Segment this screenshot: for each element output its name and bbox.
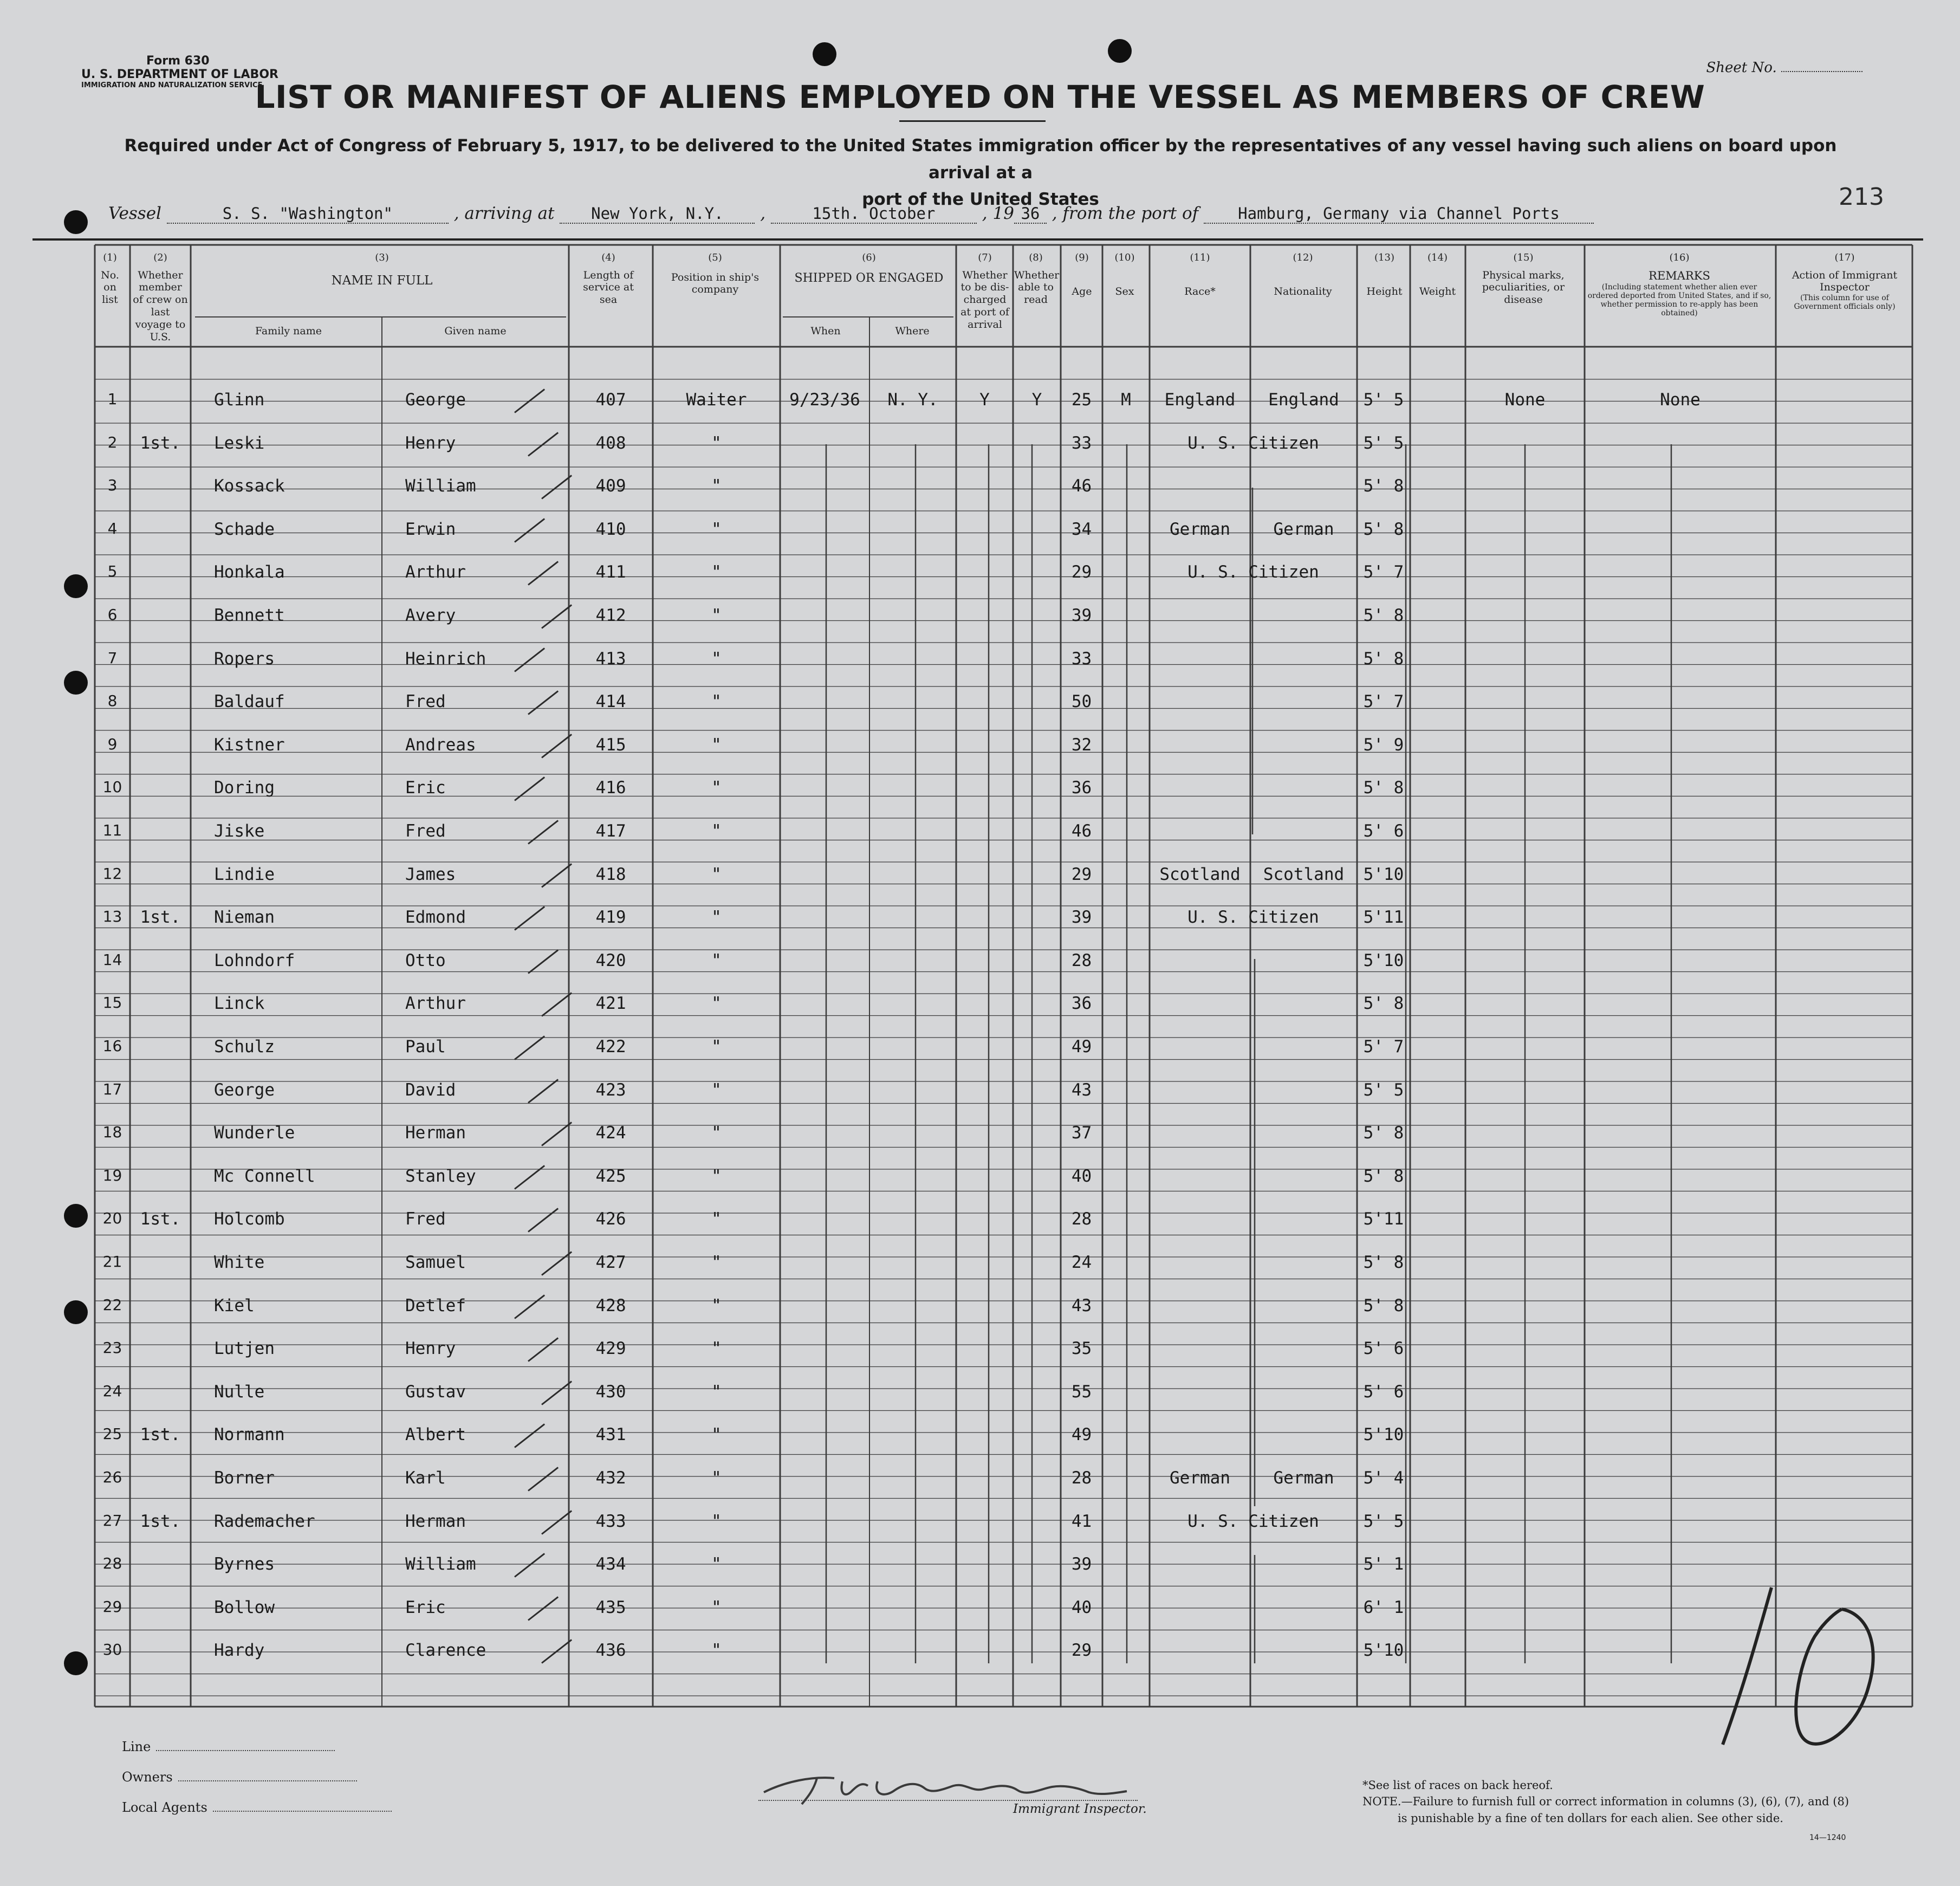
cell-height: 5' 9 xyxy=(1363,735,1404,755)
cell-height: 5'10 xyxy=(1363,950,1404,970)
cell-position: " xyxy=(711,1382,722,1402)
cell-family: Baldauf xyxy=(214,692,285,712)
service-name: IMMIGRATION AND NATURALIZATION SERVICE xyxy=(81,81,263,89)
cell-height: 5'10 xyxy=(1363,1641,1404,1661)
cell-n: 18 xyxy=(102,1123,122,1142)
cell-height: 5'11 xyxy=(1363,1209,1404,1229)
cell-family: Nieman xyxy=(214,908,275,928)
arrival-year: 36 xyxy=(1014,204,1047,224)
cell-service: 430 xyxy=(595,1382,626,1402)
cell-position: " xyxy=(711,994,722,1014)
cell-age: 43 xyxy=(1071,1080,1092,1100)
cell-race: German xyxy=(1170,1468,1230,1488)
cell-disc: Y xyxy=(979,390,990,410)
cell-n: 20 xyxy=(102,1209,122,1228)
cell-age: 39 xyxy=(1071,908,1092,928)
cell-age: 39 xyxy=(1071,1554,1092,1574)
cell-height: 5'10 xyxy=(1363,1425,1404,1445)
cell-given: Erwin xyxy=(405,519,456,539)
cell-height: 5' 8 xyxy=(1363,1253,1404,1272)
cell-service: 425 xyxy=(595,1166,626,1186)
cell-age: 50 xyxy=(1071,692,1092,712)
cell-given: Clarence xyxy=(405,1641,486,1661)
cell-height: 5' 5 xyxy=(1363,390,1404,410)
cell-service: 416 xyxy=(595,778,626,798)
cell-service: 418 xyxy=(595,864,626,884)
cell-n: 17 xyxy=(102,1080,122,1098)
cell-given: Herman xyxy=(405,1123,466,1143)
cell-height: 5'11 xyxy=(1363,908,1404,928)
cell-race: German xyxy=(1170,519,1230,539)
header-col-2: (2) Whether member of crew on last voyage to U.S. xyxy=(133,252,188,343)
header-col-16: (16) REMARKS (Including statement whether alien ever ordered deported from United States, and if so, whether permission to re-apply has been obtained) xyxy=(1587,252,1771,318)
cell-given: Andreas xyxy=(405,735,476,755)
cell-family: Ropers xyxy=(214,649,275,669)
cell-height: 5' 8 xyxy=(1363,649,1404,669)
cell-age: 49 xyxy=(1071,1425,1092,1445)
cell-service: 436 xyxy=(595,1641,626,1661)
cell-family: Leski xyxy=(214,433,265,453)
cell-family: Borner xyxy=(214,1468,275,1488)
cell-height: 5' 6 xyxy=(1363,1382,1404,1402)
cell-service: 413 xyxy=(595,649,626,669)
cell-prev: 1st. xyxy=(140,1209,181,1229)
page-title: LIST OR MANIFEST OF ALIENS EMPLOYED ON THE VESSEL AS MEMBERS OF CREW xyxy=(255,79,1705,115)
cell-n: 6 xyxy=(107,606,118,624)
cell-nat: German xyxy=(1273,519,1334,539)
cell-given: Otto xyxy=(405,950,446,970)
cell-service: 427 xyxy=(595,1253,626,1272)
cell-family: Doring xyxy=(214,778,275,798)
cell-position: " xyxy=(711,1209,722,1229)
cell-position: " xyxy=(711,433,722,453)
footer-owners: Owners xyxy=(122,1770,357,1785)
cell-age: 55 xyxy=(1071,1382,1092,1402)
cell-given: Fred xyxy=(405,692,446,712)
cell-given: Paul xyxy=(405,1037,446,1057)
cell-height: 5' 8 xyxy=(1363,519,1404,539)
cell-n: 16 xyxy=(102,1037,122,1055)
vessel-name: S. S. "Washington" xyxy=(167,204,449,224)
cell-position: " xyxy=(711,1511,722,1531)
cell-age: 28 xyxy=(1071,950,1092,970)
cell-height: 5' 4 xyxy=(1363,1468,1404,1488)
cell-race: Scotland xyxy=(1159,864,1241,884)
cell-n: 13 xyxy=(102,908,122,926)
footer-agents: Local Agents xyxy=(122,1800,392,1815)
cell-n: 4 xyxy=(107,519,118,537)
sheet-label: Sheet No. xyxy=(1706,60,1777,76)
cell-service: 417 xyxy=(595,821,626,841)
inspector-label: Immigrant Inspector. xyxy=(1013,1802,1147,1816)
cell-service: 412 xyxy=(595,606,626,625)
cell-service: 434 xyxy=(595,1554,626,1574)
cell-service: 407 xyxy=(595,390,626,410)
cell-family: Normann xyxy=(214,1425,285,1445)
cell-position: " xyxy=(711,606,722,625)
cell-position: " xyxy=(711,821,722,841)
footer-line: Line xyxy=(122,1739,335,1754)
cell-given: Detlef xyxy=(405,1295,466,1315)
cell-position: " xyxy=(711,649,722,669)
cell-nat: England xyxy=(1268,390,1339,410)
cell-given: James xyxy=(405,864,456,884)
print-code: 14—1240 xyxy=(1809,1833,1846,1842)
cell-given: Eric xyxy=(405,1597,446,1617)
cell-height: 5' 8 xyxy=(1363,1123,1404,1143)
header-col-7: (7) Whether to be dis-charged at port of arrival xyxy=(960,252,1009,330)
cell-age: 43 xyxy=(1071,1295,1092,1315)
cell-family: Kossack xyxy=(214,476,285,496)
cell-marks: None xyxy=(1504,390,1546,410)
header-col-10: (10) Sex xyxy=(1114,252,1135,297)
cell-n: 10 xyxy=(102,778,122,796)
cell-n: 1 xyxy=(107,390,118,408)
cell-height: 5' 6 xyxy=(1363,1339,1404,1359)
cell-position: " xyxy=(711,778,722,798)
cell-given: Heinrich xyxy=(405,649,486,669)
cell-family: Bennett xyxy=(214,606,285,625)
cell-given: Samuel xyxy=(405,1253,466,1272)
cell-n: 26 xyxy=(102,1468,122,1486)
cell-height: 5' 7 xyxy=(1363,562,1404,582)
cell-given: Henry xyxy=(405,1339,456,1359)
note-races: *See list of races on back hereof. xyxy=(1362,1779,1553,1792)
cell-n: 30 xyxy=(102,1641,122,1659)
tally-mark xyxy=(1706,1582,1885,1755)
cell-service: 426 xyxy=(595,1209,626,1229)
cell-height: 5'10 xyxy=(1363,864,1404,884)
departure-port: Hamburg, Germany via Channel Ports xyxy=(1204,204,1594,224)
inspector-line xyxy=(758,1800,1138,1801)
cell-n: 3 xyxy=(107,476,118,495)
cell-given: Herman xyxy=(405,1511,466,1531)
cell-position: " xyxy=(711,692,722,712)
cell-age: 36 xyxy=(1071,994,1092,1014)
arrival-port: New York, N.Y. xyxy=(560,204,755,224)
cell-family: Schade xyxy=(214,519,275,539)
cell-height: 5' 7 xyxy=(1363,692,1404,712)
handwritten-page-number: 213 xyxy=(1839,183,1884,211)
header-col-8: (8) Whether able to read xyxy=(1014,252,1060,306)
cell-when: 9/23/36 xyxy=(789,390,860,410)
note-fine: is punishable by a fine of ten dollars for each alien. See other side. xyxy=(1398,1811,1783,1825)
cell-where: N. Y. xyxy=(887,390,938,410)
note-failure: NOTE.—Failure to furnish full or correct information in columns (3), (6), (7), and (8) xyxy=(1362,1795,1849,1809)
cell-n: 9 xyxy=(107,735,118,753)
cell-n: 19 xyxy=(102,1166,122,1184)
cell-n: 28 xyxy=(102,1554,122,1573)
header-family-name: Family name xyxy=(255,325,322,337)
header-col-14: (14) Weight xyxy=(1419,252,1456,297)
cell-n: 24 xyxy=(102,1382,122,1400)
cell-height: 5' 7 xyxy=(1363,1037,1404,1057)
cell-n: 2 xyxy=(107,433,118,451)
cell-position: " xyxy=(711,1597,722,1617)
cell-race: U. S. Citizen xyxy=(1187,1511,1319,1531)
header-col-13: (13) Height xyxy=(1366,252,1403,297)
cell-family: Byrnes xyxy=(214,1554,275,1574)
cell-race: U. S. Citizen xyxy=(1187,433,1319,453)
cell-height: 6' 1 xyxy=(1363,1597,1404,1617)
cell-prev: 1st. xyxy=(140,908,181,928)
cell-height: 5' 8 xyxy=(1363,1295,1404,1315)
cell-service: 419 xyxy=(595,908,626,928)
cell-position: " xyxy=(711,1253,722,1272)
cell-height: 5' 8 xyxy=(1363,1166,1404,1186)
department-name: U. S. DEPARTMENT OF LABOR xyxy=(81,68,278,82)
cell-n: 29 xyxy=(102,1597,122,1616)
cell-position: " xyxy=(711,735,722,755)
cell-height: 5' 8 xyxy=(1363,606,1404,625)
cell-age: 36 xyxy=(1071,778,1092,798)
cell-given: Fred xyxy=(405,1209,446,1229)
cell-given: William xyxy=(405,476,476,496)
cell-age: 41 xyxy=(1071,1511,1092,1531)
cell-age: 33 xyxy=(1071,649,1092,669)
cell-family: Lindie xyxy=(214,864,275,884)
header-col-9: (9) Age xyxy=(1072,252,1092,297)
year-prefix: 19 xyxy=(992,204,1014,223)
cell-service: 408 xyxy=(595,433,626,453)
cell-position: " xyxy=(711,1166,722,1186)
cell-age: 46 xyxy=(1071,476,1092,496)
cell-position: Waiter xyxy=(686,390,747,410)
cell-n: 22 xyxy=(102,1295,122,1314)
cell-family: George xyxy=(214,1080,275,1100)
header-col-6: (6) SHIPPED OR ENGAGED xyxy=(794,252,944,285)
cell-family: Honkala xyxy=(214,562,285,582)
cell-service: 423 xyxy=(595,1080,626,1100)
cell-family: Jiske xyxy=(214,821,265,841)
cell-age: 33 xyxy=(1071,433,1092,453)
cell-age: 40 xyxy=(1071,1597,1092,1617)
vessel-label: Vessel xyxy=(108,204,161,223)
cell-age: 28 xyxy=(1071,1468,1092,1488)
cell-service: 429 xyxy=(595,1339,626,1359)
cell-family: Glinn xyxy=(214,390,265,410)
header-col-15: (15) Physical marks, peculiarities, or disease xyxy=(1482,252,1565,306)
cell-service: 414 xyxy=(595,692,626,712)
cell-sex: M xyxy=(1121,390,1131,410)
cell-age: 34 xyxy=(1071,519,1092,539)
cell-given: Avery xyxy=(405,606,456,625)
cell-height: 5' 8 xyxy=(1363,778,1404,798)
header-col-1: (1) No. on list xyxy=(101,252,119,306)
cell-service: 415 xyxy=(595,735,626,755)
cell-given: Fred xyxy=(405,821,446,841)
cell-n: 21 xyxy=(102,1253,122,1271)
cell-age: 46 xyxy=(1071,821,1092,841)
cell-position: " xyxy=(711,1641,722,1661)
cell-given: George xyxy=(405,390,466,410)
cell-given: Gustav xyxy=(405,1382,466,1402)
cell-given: David xyxy=(405,1080,456,1100)
cell-height: 5' 5 xyxy=(1363,433,1404,453)
header-col-11: (11) Race* xyxy=(1184,252,1216,297)
cell-n: 25 xyxy=(102,1425,122,1443)
cell-age: 32 xyxy=(1071,735,1092,755)
cell-n: 5 xyxy=(107,562,118,581)
cell-service: 433 xyxy=(595,1511,626,1531)
cell-given: Albert xyxy=(405,1425,466,1445)
cell-age: 24 xyxy=(1071,1253,1092,1272)
cell-nat: Scotland xyxy=(1263,864,1345,884)
cell-height: 5' 5 xyxy=(1363,1511,1404,1531)
arrival-date: 15th. October xyxy=(771,204,977,224)
cell-service: 411 xyxy=(595,562,626,582)
cell-given: Eric xyxy=(405,778,446,798)
cell-n: 12 xyxy=(102,864,122,883)
cell-family: Lutjen xyxy=(214,1339,275,1359)
port-label: , from the port of xyxy=(1052,204,1199,223)
cell-age: 29 xyxy=(1071,1641,1092,1661)
footer-notes xyxy=(1362,1777,1849,1826)
cell-height: 5' 6 xyxy=(1363,821,1404,841)
cell-remarks: None xyxy=(1660,390,1701,410)
cell-n: 23 xyxy=(102,1339,122,1357)
cell-n: 15 xyxy=(102,994,122,1012)
cell-service: 410 xyxy=(595,519,626,539)
header-when: When xyxy=(810,325,841,337)
cell-family: Wunderle xyxy=(214,1123,295,1143)
cell-read: Y xyxy=(1031,390,1042,410)
header-col-17: (17) Action of Immigrant Inspector (This column for use of Government officials only) xyxy=(1792,252,1898,312)
cell-position: " xyxy=(711,1295,722,1315)
cell-family: Hardy xyxy=(214,1641,265,1661)
cell-given: Karl xyxy=(405,1468,446,1488)
cell-n: 14 xyxy=(102,950,122,969)
cell-height: 5' 5 xyxy=(1363,1080,1404,1100)
cell-age: 29 xyxy=(1071,864,1092,884)
cell-family: Holcomb xyxy=(214,1209,285,1229)
subtitle-line-2: port of the United States xyxy=(862,190,1099,210)
cell-service: 420 xyxy=(595,950,626,970)
cell-age: 40 xyxy=(1071,1166,1092,1186)
cell-age: 49 xyxy=(1071,1037,1092,1057)
cell-age: 25 xyxy=(1071,390,1092,410)
cell-given: Stanley xyxy=(405,1166,476,1186)
cell-service: 421 xyxy=(595,994,626,1014)
cell-position: " xyxy=(711,562,722,582)
cell-family: Lohndorf xyxy=(214,950,295,970)
vessel-line: Vessel S. S. "Washington" , arriving at New York, N.Y. , 15th. October , 19 36 , from the port of Hamburg, Germany via Channel Ports xyxy=(108,204,1594,224)
cell-service: 428 xyxy=(595,1295,626,1315)
cell-family: Kiel xyxy=(214,1295,255,1315)
cell-position: " xyxy=(711,908,722,928)
cell-height: 5' 8 xyxy=(1363,476,1404,496)
cell-height: 5' 8 xyxy=(1363,994,1404,1014)
header-col-5: (5) Position in ship's company xyxy=(671,252,760,296)
cell-service: 435 xyxy=(595,1597,626,1617)
cell-family: White xyxy=(214,1253,265,1272)
cell-age: 35 xyxy=(1071,1339,1092,1359)
cell-position: " xyxy=(711,1123,722,1143)
cell-n: 8 xyxy=(107,692,118,710)
cell-position: " xyxy=(711,1339,722,1359)
cell-age: 37 xyxy=(1071,1123,1092,1143)
cell-position: " xyxy=(711,1080,722,1100)
cell-position: " xyxy=(711,476,722,496)
cell-position: " xyxy=(711,1037,722,1057)
cell-prev: 1st. xyxy=(140,1511,181,1531)
cell-position: " xyxy=(711,1468,722,1488)
arriving-label: , arriving at xyxy=(453,204,555,223)
header-given-name: Given name xyxy=(444,325,507,337)
cell-position: " xyxy=(711,950,722,970)
cell-age: 29 xyxy=(1071,562,1092,582)
header-where: Where xyxy=(895,325,930,337)
cell-race: U. S. Citizen xyxy=(1187,908,1319,928)
cell-prev: 1st. xyxy=(140,433,181,453)
cell-given: Henry xyxy=(405,433,456,453)
cell-race: England xyxy=(1164,390,1236,410)
subtitle-line-1: Required under Act of Congress of February 5, 1917, to be delivered to the United States immigration officer by the representatives of any vessel having such aliens on board upon arrival at a xyxy=(124,136,1837,183)
cell-service: 422 xyxy=(595,1037,626,1057)
cell-service: 424 xyxy=(595,1123,626,1143)
cell-service: 431 xyxy=(595,1425,626,1445)
cell-family: Mc Connell xyxy=(214,1166,315,1186)
header-col-4: (4) Length of service at sea xyxy=(583,252,634,306)
cell-given: Arthur xyxy=(405,562,466,582)
header-col-3: (3) NAME IN FULL xyxy=(331,252,433,288)
cell-family: Rademacher xyxy=(214,1511,315,1531)
cell-given: William xyxy=(405,1554,476,1574)
cell-family: Linck xyxy=(214,994,265,1014)
cell-n: 7 xyxy=(107,649,118,667)
cell-position: " xyxy=(711,1554,722,1574)
cell-prev: 1st. xyxy=(140,1425,181,1445)
cell-race: U. S. Citizen xyxy=(1187,562,1319,582)
cell-given: Arthur xyxy=(405,994,466,1014)
cell-height: 5' 1 xyxy=(1363,1554,1404,1574)
cell-family: Schulz xyxy=(214,1037,275,1057)
header-col-12: (12) Nationality xyxy=(1274,252,1332,297)
cell-position: " xyxy=(711,864,722,884)
cell-family: Bollow xyxy=(214,1597,275,1617)
form-number: Form 630 xyxy=(146,54,210,68)
cell-given: Edmond xyxy=(405,908,466,928)
cell-n: 11 xyxy=(102,821,122,839)
cell-service: 409 xyxy=(595,476,626,496)
cell-nat: German xyxy=(1273,1468,1334,1488)
cell-position: " xyxy=(711,519,722,539)
cell-n: 27 xyxy=(102,1511,122,1529)
cell-family: Nulle xyxy=(214,1382,265,1402)
cell-family: Kistner xyxy=(214,735,285,755)
cell-age: 39 xyxy=(1071,606,1092,625)
cell-position: " xyxy=(711,1425,722,1445)
cell-service: 432 xyxy=(595,1468,626,1488)
cell-age: 28 xyxy=(1071,1209,1092,1229)
